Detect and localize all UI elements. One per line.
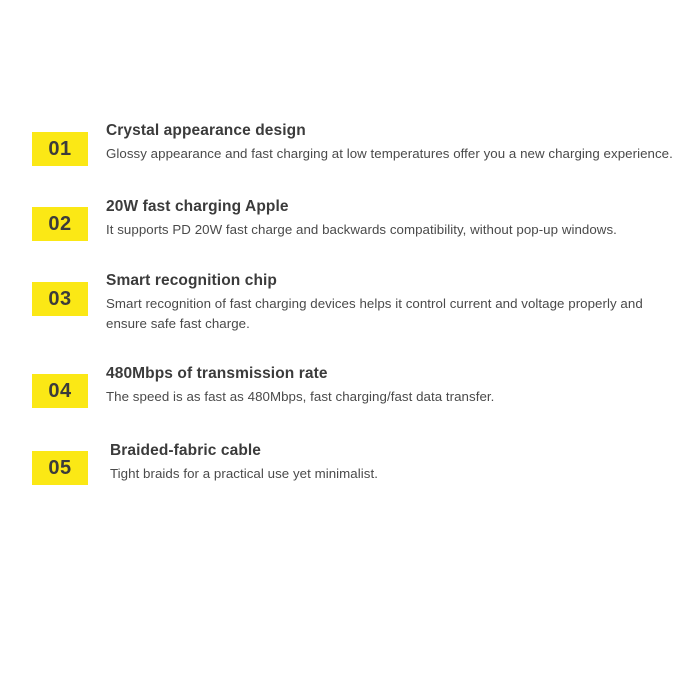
feature-description: The speed is as fast as 480Mbps, fast charging/fast data transfer. [106, 389, 495, 404]
feature-number-badge: 03 [32, 282, 88, 316]
feature-description: It supports PD 20W fast charge and backwards compatibility, without pop-up windows. [106, 222, 617, 237]
feature-description: Tight braids for a practical use yet minimalist. [110, 466, 378, 481]
feature-title: Braided-fabric cable [110, 442, 262, 459]
feature-description: Smart recognition of fast charging devices helps it control current and voltage properly and ensure safe fast charge. [106, 296, 643, 331]
feature-title: Smart recognition chip [106, 272, 277, 289]
feature-title: Crystal appearance design [106, 122, 306, 139]
feature-description: Glossy appearance and fast charging at low temperatures offer you a new charging experience. [106, 146, 673, 161]
feature-item-05 [32, 440, 680, 485]
feature-text-block [106, 196, 680, 240]
feature-number-badge: 05 [32, 451, 88, 485]
feature-item-03 [32, 270, 680, 333]
feature-item-04 [32, 363, 680, 408]
feature-item-01 [32, 120, 680, 166]
feature-list [32, 120, 680, 485]
feature-text-block [106, 363, 680, 407]
feature-text-block [106, 270, 680, 333]
feature-number-badge: 01 [32, 132, 88, 166]
feature-text-block [106, 440, 680, 484]
feature-title: 20W fast charging Apple [106, 198, 289, 215]
feature-title: 480Mbps of transmission rate [106, 365, 328, 382]
feature-item-02 [32, 196, 680, 241]
feature-number-badge: 04 [32, 374, 88, 408]
feature-number-badge: 02 [32, 207, 88, 241]
feature-text-block [106, 120, 680, 164]
